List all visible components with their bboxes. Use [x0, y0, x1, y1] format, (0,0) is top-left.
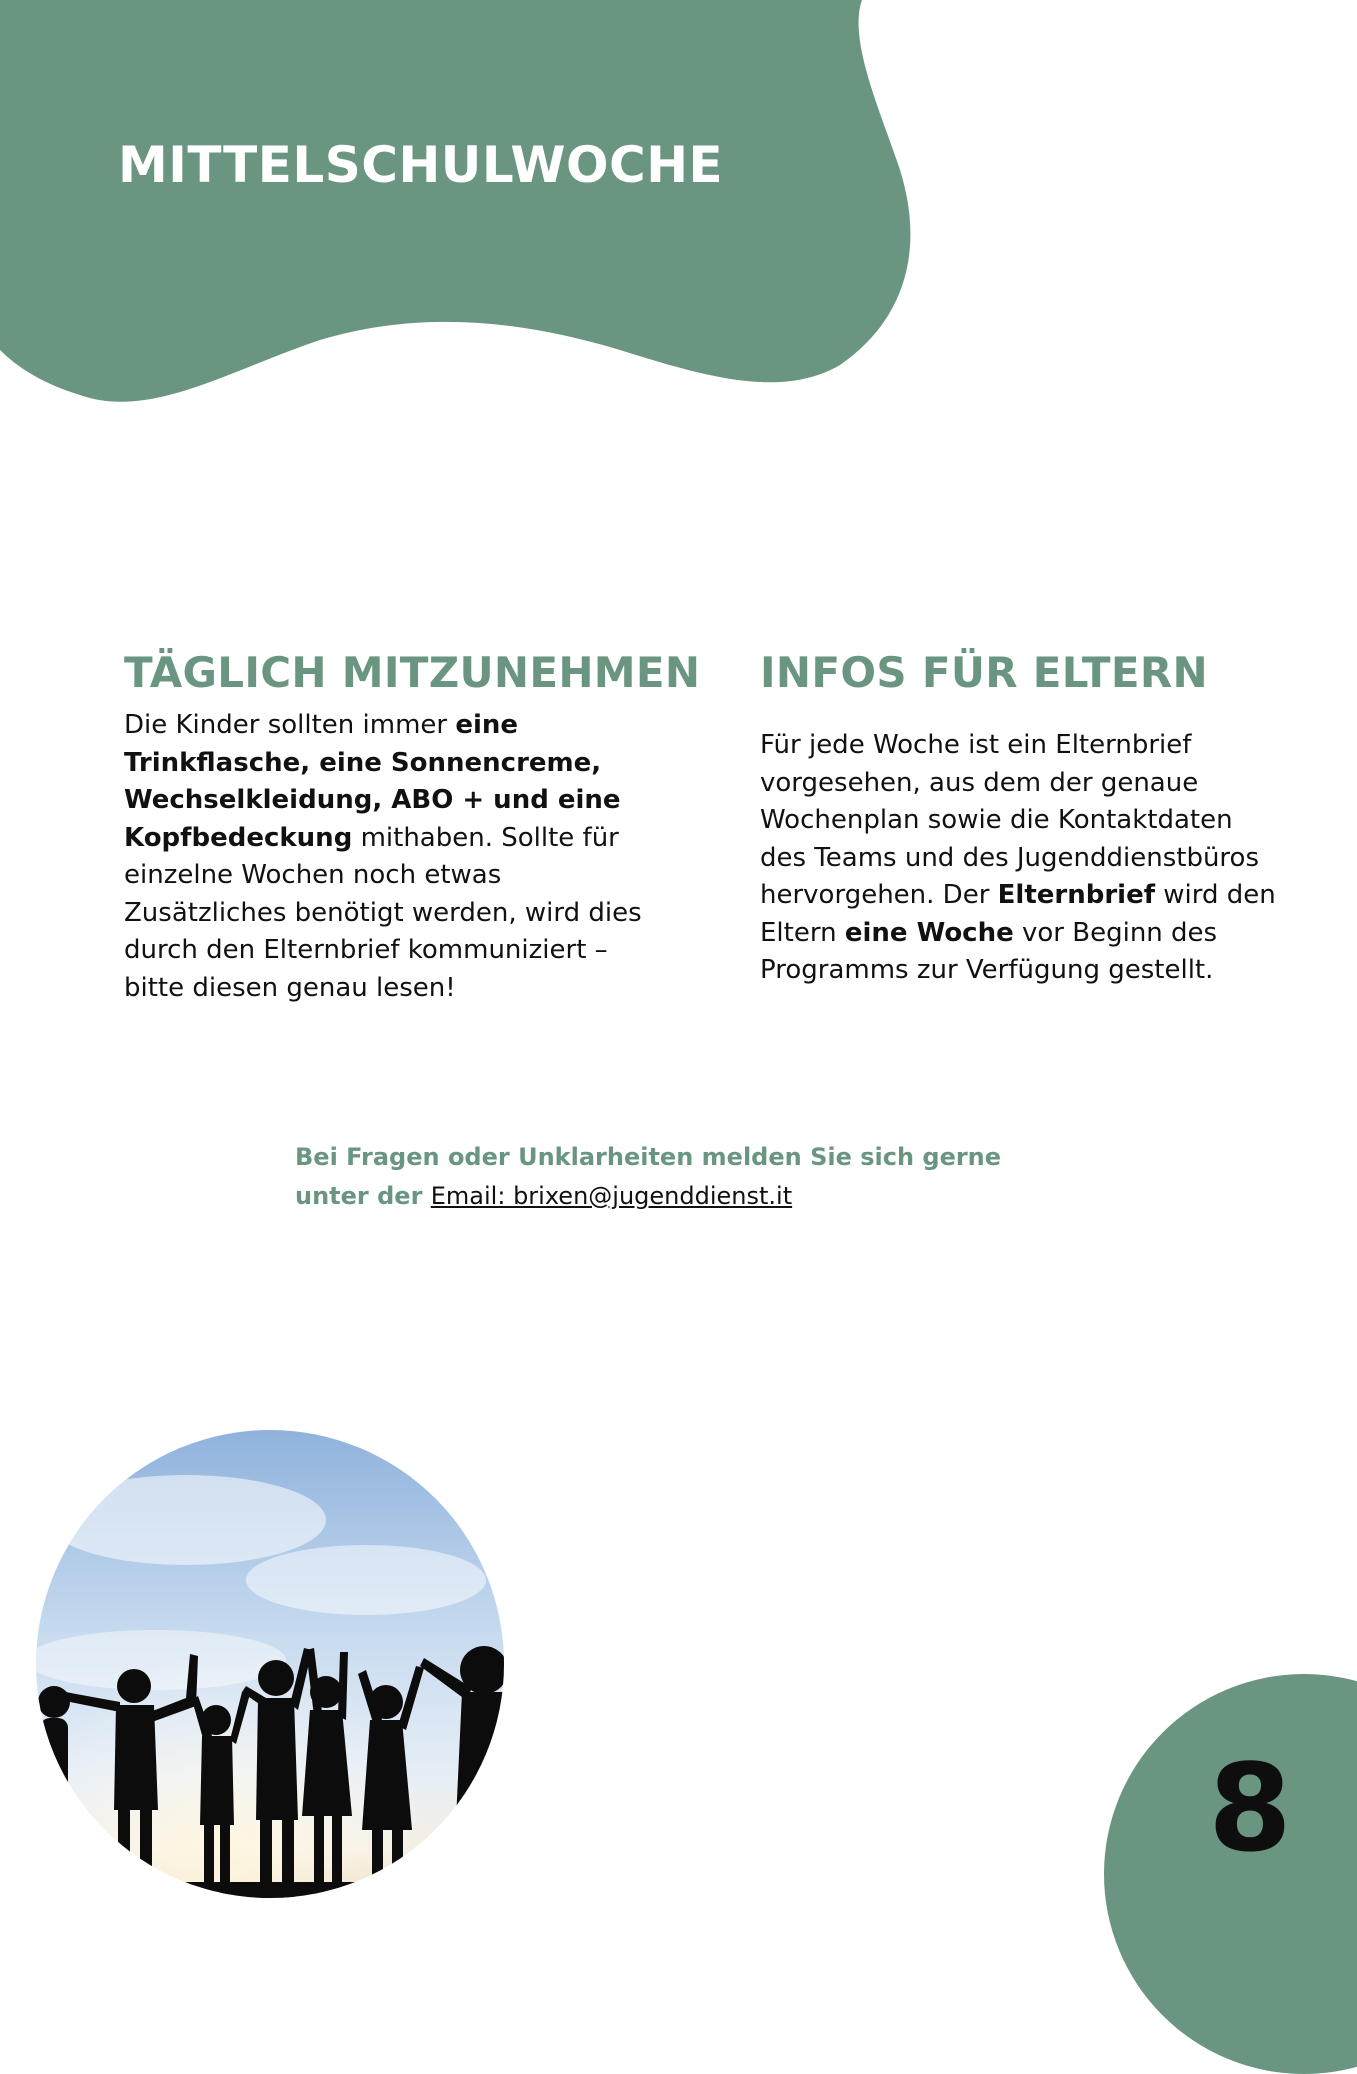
children-silhouette-photo [36, 1430, 504, 1898]
contact-line-1: Bei Fragen oder Unklarheiten melden Sie sich gerne [295, 1143, 1002, 1171]
parent-info-section [760, 648, 1280, 990]
packing-list-text: Die Kinder sollten immer eine Trinkflasche, eine Sonnencreme, Wechselkleidung, ABO + und eine Kopfbedeckung mithaben. Sollte für einzelne Wochen noch etwas Zusätzliches benötigt werden, wird dies durch den Elternbrief kommuniziert – bitte diesen genau lesen! [124, 710, 642, 1003]
email-link[interactable]: Email: brixen@jugenddienst.it [430, 1182, 793, 1210]
page-number: 8 [1208, 1740, 1292, 1879]
packing-list-section [124, 648, 701, 1007]
contact-note [295, 1138, 1115, 1216]
contact-line-2: unter der Email: brixen@jugenddienst.it [295, 1182, 793, 1210]
packing-items-bold: eine Trinkflasche, eine Sonnencreme, Wechselkleidung, ABO + und eine Kopfbedeckung [124, 710, 621, 853]
parent-info-heading: INFOS FÜR ELTERN [760, 648, 1208, 697]
packing-list-heading: TÄGLICH MITZUNEHMEN [124, 648, 701, 697]
header-blob-shape [0, 0, 920, 420]
parent-info-text: Für jede Woche ist ein Elternbrief vorgesehen, aus dem der genaue Wochenplan sowie die Kontaktdaten des Teams und des Jugenddienstbüros hervorgehen. Der Elternbrief wird den Eltern eine Woche vor Beginn des Programms zur Verfügung gestellt. [760, 730, 1276, 985]
page-title: MITTELSCHULWOCHE [118, 136, 724, 194]
